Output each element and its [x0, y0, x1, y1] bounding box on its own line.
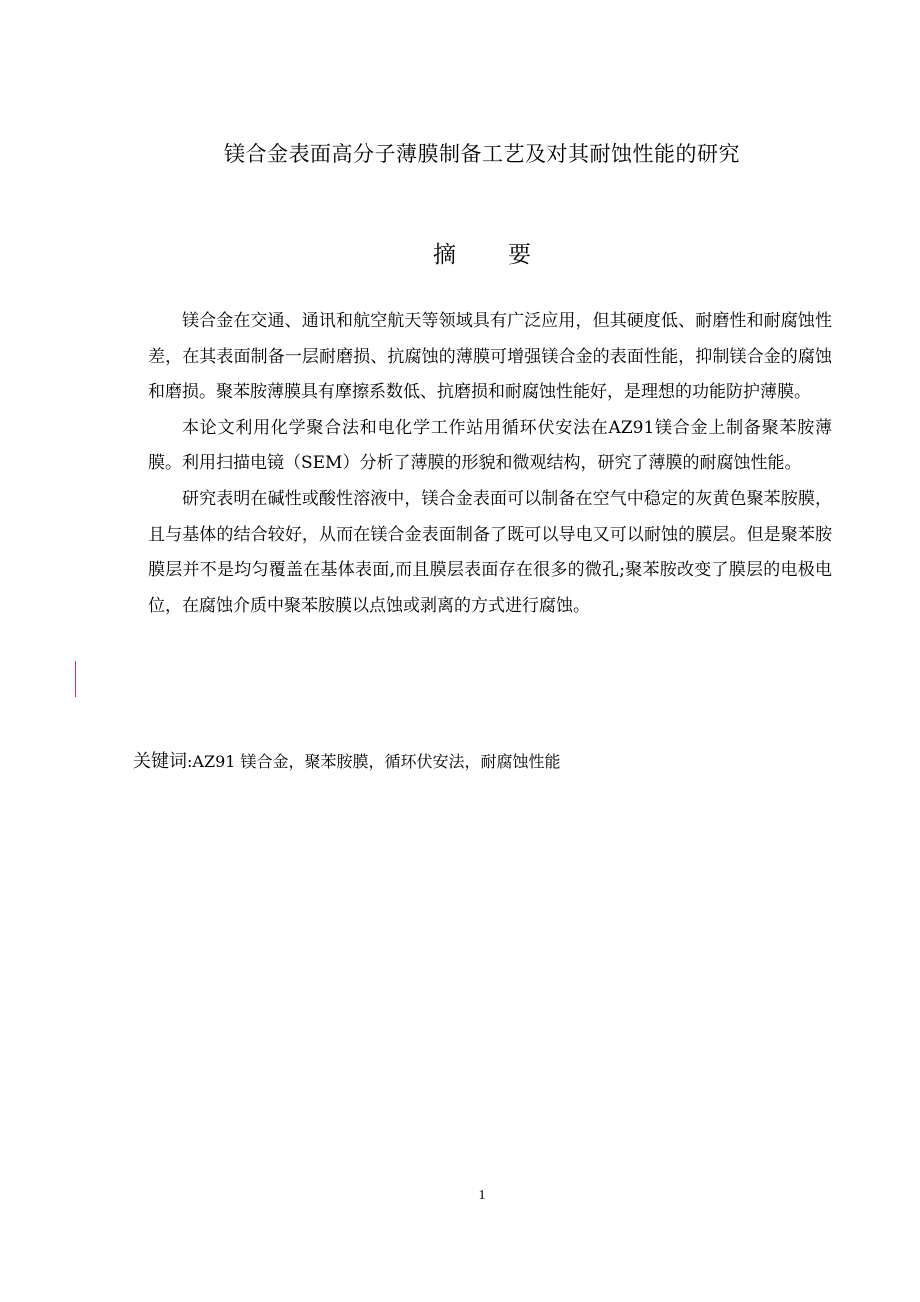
keywords-separator: : — [187, 752, 193, 771]
page-title: 镁合金表面高分子薄膜制备工艺及对其耐蚀性能的研究 — [224, 142, 740, 166]
margin-change-bar — [75, 661, 76, 697]
keywords-text: AZ91 镁合金，聚苯胺膜，循环伏安法，耐腐蚀性能 — [192, 752, 561, 771]
keywords-line — [133, 747, 561, 773]
abstract-heading: 摘要 — [433, 242, 583, 268]
abstract-paragraph-2: 本论文利用化学聚合法和电化学工作站用循环伏安法在AZ91镁合金上制备聚苯胺薄膜。利用扫描电镜（SEM）分析了薄膜的形貌和微观结构，研究了薄膜的耐腐蚀性能。 — [148, 417, 832, 474]
abstract-body — [148, 304, 832, 624]
page-number: 1 — [478, 1188, 486, 1203]
abstract-paragraph-1: 镁合金在交通、通讯和航空航天等领域具有广泛应用，但其硬度低、耐磨性和耐腐蚀性差，在其表面制备一层耐磨损、抗腐蚀的薄膜可增强镁合金的表面性能，抑制镁合金的腐蚀和磨损。聚苯胺薄膜具有摩擦系数低、抗磨损和耐腐蚀性能好，是理想的功能防护薄膜。 — [148, 311, 832, 403]
abstract-paragraph-3: 研究表明在碱性或酸性溶液中，镁合金表面可以制备在空气中稳定的灰黄色聚苯胺膜，且与基体的结合较好，从而在镁合金表面制备了既可以导电又可以耐蚀的膜层。但是聚苯胺膜层并不是均匀覆盖在基体表面,而且膜层表面存在很多的微孔;聚苯胺改变了膜层的电极电位，在腐蚀介质中聚苯胺膜以点蚀或剥离的方式进行腐蚀。 — [148, 488, 832, 616]
keywords-label: 关键词 — [133, 751, 187, 772]
